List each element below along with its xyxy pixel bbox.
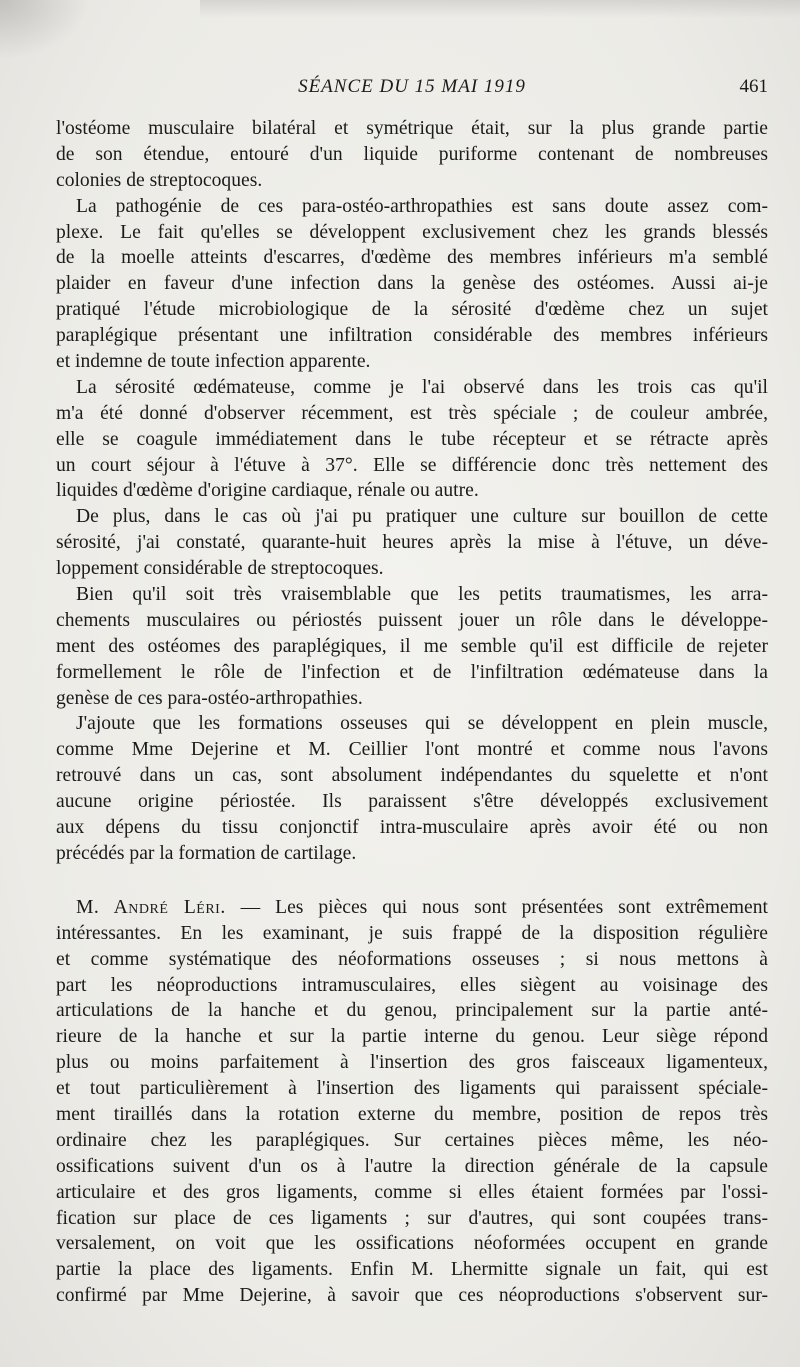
text-line: J'ajoute que les formations osseuses qui se développent en plein muscle, (76, 713, 768, 735)
paragraph (56, 582, 768, 711)
text-line: formellement le rôle de l'infection et de l'infiltration œdémateuse dans la (56, 661, 768, 683)
text-line: un court séjour à l'étuve à 37°. Elle se différencie donc très nettement des (56, 454, 768, 476)
text-line: m'a été donné d'observer récemment, est très spéciale ; de couleur ambrée, (56, 402, 768, 424)
text-line: partie la place des ligaments. Enfin M. Lhermitte signale un fait, qui est (56, 1259, 768, 1281)
running-title: SÉANCE DU 15 MAI 1919 (298, 76, 526, 97)
paragraph (56, 711, 768, 866)
text-line: retrouvé dans un cas, sont absolument indépendantes du squelette et n'ont (56, 765, 768, 787)
text-line: aucune origine périostée. Ils paraissent s'être développés exclusivement (56, 791, 768, 813)
text-line: elle se coagule immédiatement dans le tube récepteur et se rétracte après (56, 428, 768, 450)
text-line: et indemne de toute infection apparente. (56, 351, 371, 373)
text-line: plexe. Le fait qu'elles se développent exclusivement chez les grands blessés (56, 221, 768, 243)
paragraph (56, 895, 768, 1309)
text-line: ment tiraillés dans la rotation externe du membre, position de repos très (56, 1103, 768, 1125)
text-line: fication sur place de ces ligaments ; sur d'autres, qui sont coupées trans- (56, 1207, 768, 1229)
text-line: confirmé par Mme Dejerine, à savoir que ces néoproductions s'observent sur- (56, 1285, 768, 1307)
text-line (56, 895, 768, 921)
text-line: La pathogénie de ces para-ostéo-arthropathies est sans doute assez com- (76, 195, 768, 217)
text-line: versalement, on voit que les ossifications néoformées occupent en grande (56, 1233, 768, 1255)
text-line: sérosité, j'ai constaté, quarante-huit heures après la mise à l'étuve, un déve- (56, 532, 768, 554)
text-line: intéressantes. En les examinant, je suis frappé de la disposition régulière (56, 922, 768, 944)
text-line: genèse de ces para-ostéo-arthropathies. (56, 687, 363, 709)
text-line: aux dépens du tissu conjonctif intra-musculaire après avoir été ou non (56, 817, 768, 839)
scan-edge-shadow (200, 0, 800, 18)
text-line: liquides d'œdème d'origine cardiaque, rénale ou autre. (56, 480, 479, 502)
paragraph (56, 194, 768, 375)
text-line: De plus, dans le cas où j'ai pu pratiquer une culture sur bouillon de cette (76, 506, 768, 528)
text-line: articulations de la hanche et du genou, principalement sur la partie anté- (56, 1000, 768, 1022)
speaker-text: — Les pièces qui nous sont présentées sont extrêmement (225, 896, 768, 918)
text-line: Bien qu'il soit très vraisemblable que les petits traumatismes, les arra- (76, 584, 768, 606)
section-gap (56, 867, 768, 895)
text-line: ossifications suivent d'un os à l'autre la direction générale de la capsule (56, 1155, 768, 1177)
text-line: et comme systématique des néoformations osseuses ; si nous mettons à (56, 948, 768, 970)
text-line: de son étendue, entouré d'un liquide puriforme contenant de nombreuses (56, 143, 768, 165)
text-line: comme Mme Dejerine et M. Ceillier l'ont montré et comme nous l'avons (56, 739, 768, 761)
text-line: ordinaire chez les paraplégiques. Sur certaines pièces même, les néo- (56, 1129, 768, 1151)
text-line: rieure de la hanche et sur la partie interne du genou. Leur siège répond (56, 1026, 768, 1048)
paragraph (56, 504, 768, 582)
text-line: La sérosité œdémateuse, comme je l'ai observé dans les trois cas qu'il (76, 376, 768, 398)
text-line: et tout particulièrement à l'insertion des ligaments qui paraissent spéciale- (56, 1078, 768, 1100)
text-line: articulaire et des gros ligaments, comme si elles étaient formées par l'ossi- (56, 1181, 768, 1203)
text-line: ment des ostéomes des paraplégiques, il me semble qu'il est difficile de rejeter (56, 635, 768, 657)
speaker-name: M. André Léri. (76, 896, 226, 918)
text-line: plus ou moins parfaitement à l'insertion des gros faisceaux ligamenteux, (56, 1052, 768, 1074)
text-line: part les néoproductions intramusculaires, elles siègent au voisinage des (56, 974, 768, 996)
scan-shadow (0, 0, 90, 60)
text-line: précédés par la formation de cartilage. (56, 842, 357, 864)
page-header (58, 76, 766, 102)
body-text (56, 116, 768, 1309)
text-line: loppement considérable de streptocoques. (56, 558, 384, 580)
text-line: paraplégique présentant une infiltration considérable des membres inférieurs (56, 325, 768, 347)
text-line: plaider en faveur d'une infection dans la genèse des ostéomes. Aussi ai-je (56, 273, 768, 295)
text-line: colonies de streptocoques. (56, 169, 263, 191)
paragraph (56, 116, 768, 194)
text-line: l'ostéome musculaire bilatéral et symétrique était, sur la plus grande partie (56, 118, 768, 139)
text-line: de la moelle atteints d'escarres, d'œdème des membres inférieurs m'a semblé (56, 247, 768, 269)
page-number: 461 (739, 76, 768, 97)
text-line: pratiqué l'étude microbiologique de la sérosité d'œdème chez un sujet (56, 299, 768, 321)
paragraph (56, 375, 768, 504)
text-line: chements musculaires ou périostés puissent jouer un rôle dans le développe- (56, 609, 768, 631)
